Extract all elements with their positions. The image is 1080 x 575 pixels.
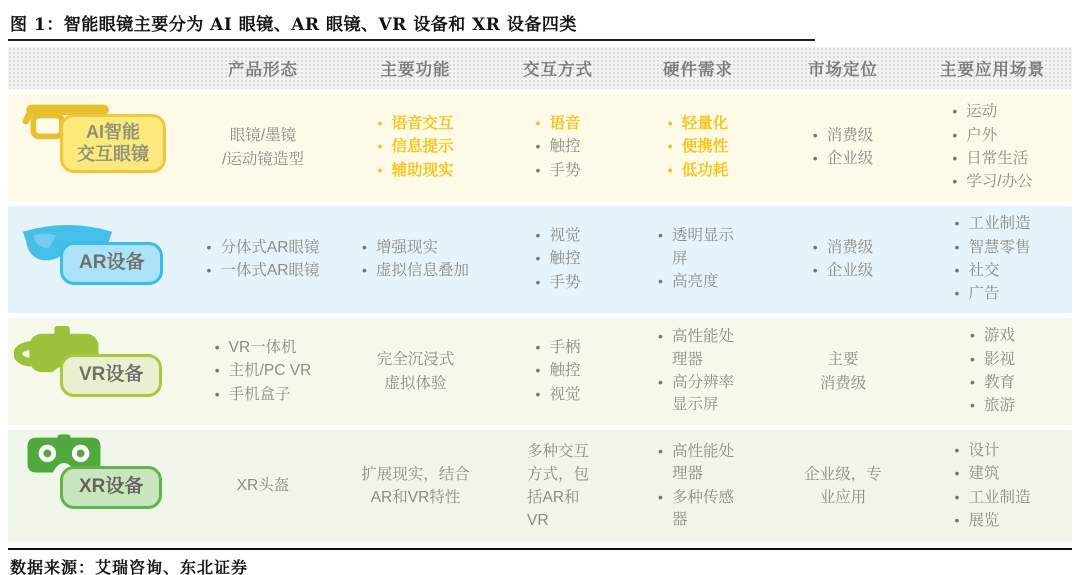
cell-xr-device-interaction — [493, 430, 623, 542]
badge-ai-glasses: AI智能 交互眼镜 — [60, 114, 166, 173]
table-row-xr-device — [8, 430, 1072, 542]
bullet-item: • 手势 — [535, 273, 581, 291]
bullet-item: • 分体式AR眼镜 — [206, 238, 320, 256]
bullet-item: • 手机盒子 — [214, 385, 291, 403]
plain-text: 企业级，专 业应用 — [804, 465, 882, 506]
bullet-item: • 影视 — [970, 350, 1015, 368]
table-row-ai-glasses — [8, 94, 1072, 201]
table-row-vr-device — [8, 318, 1072, 425]
col-header-scenarios: 主要应用场景 — [940, 61, 1045, 79]
plain-text: 扩展现实，结合 AR和VR特性 — [361, 465, 470, 506]
bullet-item: • 高分辨率显示屏 — [658, 374, 734, 414]
bullet-item: • 企业级 — [812, 150, 874, 167]
bullet-item: • 建筑 — [954, 465, 1000, 483]
cell-xr-device-functions — [338, 430, 493, 542]
cell-ar-device-market — [773, 206, 913, 313]
bullet-item: • 旅游 — [970, 397, 1015, 415]
bullet-item: • 视觉 — [535, 385, 581, 403]
bullet-item: • 工业制造 — [954, 215, 1031, 233]
bullet-item: • 展览 — [954, 511, 1000, 529]
cell-ar-device-functions — [338, 206, 493, 313]
plain-text: 多种交互 方式，包 括AR和 VR — [526, 442, 589, 530]
cell-xr-device-market — [773, 430, 913, 542]
bullet-item: • 手柄 — [535, 338, 581, 356]
cell-ar-device-product-form — [188, 206, 338, 313]
bullet-item: • 广告 — [954, 285, 1000, 303]
col-header-functions: 主要功能 — [380, 61, 451, 79]
bullet-item: • 信息提示 — [377, 138, 454, 156]
bullet-item: • 高性能处理器 — [658, 442, 734, 483]
cell-vr-device-functions — [338, 318, 493, 425]
cell-ai-glasses-scenarios — [913, 94, 1072, 201]
bullet-item: • 一体式AR眼镜 — [206, 262, 320, 279]
bullet-item: • 社交 — [954, 262, 1000, 279]
bullet-item: • 轻量化 — [667, 114, 729, 132]
table-body — [8, 94, 1072, 542]
cell-vr-device-interaction — [493, 318, 623, 425]
bullet-item: • 手势 — [535, 161, 581, 179]
cell-ar-device-hardware — [623, 206, 773, 313]
bullet-item: • VR一体机 — [214, 338, 297, 356]
bullet-item: • 工业制造 — [954, 488, 1031, 506]
col-header-product-form: 产品形态 — [228, 61, 298, 79]
data-source: 数据来源：艾瑞咨询、东北证券 — [10, 558, 249, 575]
bullet-item: • 触控 — [535, 250, 581, 268]
cell-vr-device-market — [773, 318, 913, 425]
cell-xr-device-hardware — [623, 430, 773, 542]
plain-text: XR头盔 — [236, 477, 290, 495]
bullet-item: • 高亮度 — [658, 273, 719, 291]
bullet-item: • 触控 — [535, 362, 581, 380]
cell-ar-device-interaction — [493, 206, 623, 313]
bullet-item: • 高性能处理器 — [658, 328, 734, 368]
col-header-hardware: 硬件需求 — [663, 61, 733, 79]
bullet-item: • 多种传感器 — [658, 488, 734, 528]
cell-ai-glasses-interaction — [493, 94, 623, 201]
bullet-item: • 户外 — [952, 126, 998, 144]
bullet-item: • 便携性 — [667, 138, 729, 156]
bullet-item: • 游戏 — [970, 327, 1015, 345]
row-label-ar-device — [8, 206, 188, 313]
bullet-item: • 增强现实 — [362, 238, 438, 256]
row-label-xr-device — [8, 430, 188, 542]
cell-vr-device-hardware — [623, 318, 773, 425]
row-label-ai-glasses — [8, 94, 188, 201]
cell-vr-device-product-form — [188, 318, 338, 425]
bullet-item: • 视觉 — [535, 226, 581, 244]
bullet-item: • 虚拟信息叠加 — [362, 262, 469, 279]
bullet-item: • 日常生活 — [952, 150, 1029, 167]
bullet-item: • 低功耗 — [667, 161, 729, 179]
cell-ar-device-scenarios — [913, 206, 1072, 313]
bullet-item: • 透明显示屏 — [658, 227, 734, 267]
badge-vr-device: VR设备 — [60, 354, 162, 397]
cell-ai-glasses-product-form — [188, 94, 338, 201]
bullet-item: • 消费级 — [812, 238, 874, 256]
cell-xr-device-product-form — [188, 430, 338, 542]
bullet-item: • 触控 — [535, 138, 581, 156]
bullet-item: • 教育 — [970, 374, 1015, 391]
bullet-item: • 语音 — [535, 114, 581, 132]
badge-xr-device: XR设备 — [60, 466, 162, 509]
bullet-item: • 主机/PC VR — [214, 362, 312, 380]
bullet-item: • 运动 — [952, 103, 998, 121]
col-header-interaction: 交互方式 — [523, 61, 593, 79]
bullet-item: • 设计 — [954, 441, 1000, 459]
cell-ai-glasses-hardware — [623, 94, 773, 201]
bullet-item: • 消费级 — [812, 126, 874, 144]
bullet-item: • 辅助现实 — [377, 161, 454, 179]
title-underline — [8, 39, 815, 41]
cell-vr-device-scenarios — [913, 318, 1072, 425]
cell-ai-glasses-market — [773, 94, 913, 201]
plain-text: 完全沉浸式 虚拟体验 — [376, 351, 455, 392]
table-row-ar-device — [8, 206, 1072, 313]
bullet-item: • 语音交互 — [377, 114, 454, 132]
bullet-item: • 智慧零售 — [954, 238, 1031, 256]
cell-ai-glasses-functions — [338, 94, 493, 201]
bullet-item: • 企业级 — [812, 262, 874, 279]
plain-text: 眼镜/墨镜 /运动镜造型 — [222, 127, 304, 168]
bullet-item: • 学习/办公 — [952, 173, 1033, 191]
plain-text: 主要 消费级 — [819, 351, 867, 392]
badge-ar-device: AR设备 — [60, 242, 163, 285]
col-header-market: 市场定位 — [808, 61, 878, 79]
figure-title: 图 1：智能眼镜主要分为 AI 眼镜、AR 眼镜、VR 设备和 XR 设备四类 — [10, 15, 577, 35]
table-header — [8, 47, 1072, 89]
cell-xr-device-scenarios — [913, 430, 1072, 542]
row-label-vr-device — [8, 318, 188, 425]
